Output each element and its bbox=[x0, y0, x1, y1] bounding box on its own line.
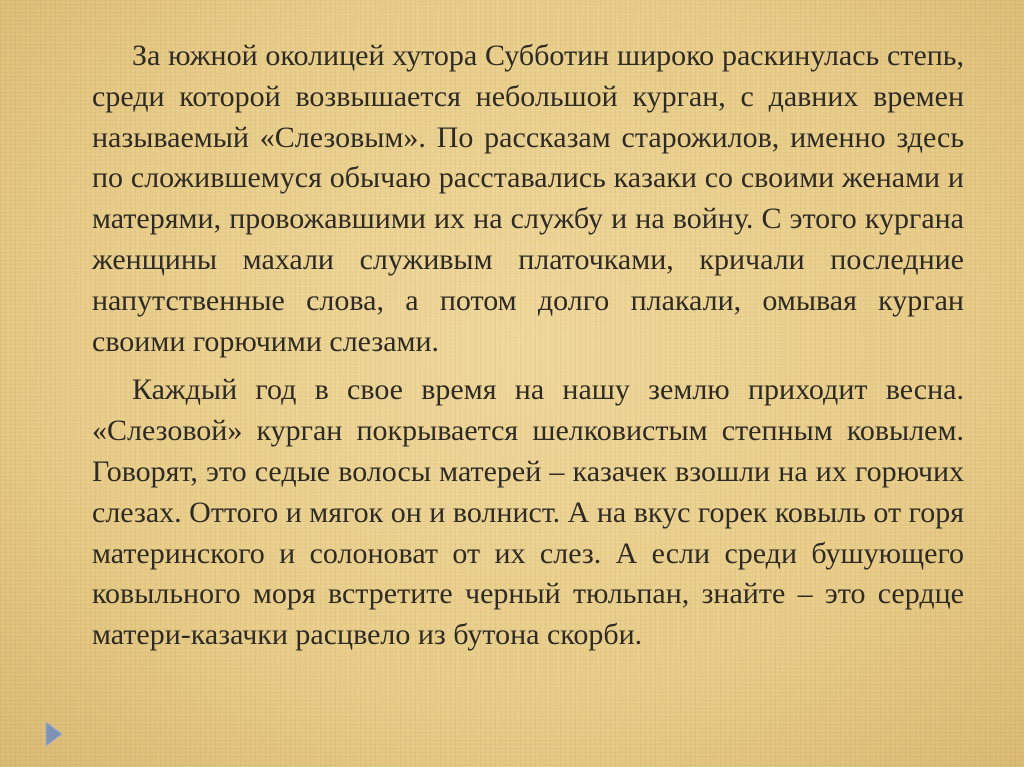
slide-text bbox=[92, 36, 964, 656]
paragraph-2: Каждый год в свое время на нашу землю приходит весна. «Слезовой» курган покрывается шелковистым степным ковылем. Говорят, это седые волосы матерей – казачек взошли на их горючих слезах. Оттого и мягок он и волнист. А на вкус горек ковыль от горя материнского и солоноват от их слез. А если среди бушующего ковыльного моря встретите черный тюльпан, знайте – это сердце матери-казачки расцвело из бутона скорби. bbox=[92, 373, 964, 652]
next-slide-arrow-icon[interactable] bbox=[44, 720, 64, 748]
paragraph-1: За южной околицей хутора Субботин широко раскинулась степь, среди которой возвышается небольшой курган, с давних времен называемый «Слезовым». По рассказам старожилов, именно здесь по сложившемуся обычаю расставались казаки со своими женами и матерями, провожавшими их на службу и на войну. С этого кургана женщины махали служивым платочками, кричали последние напутственные слова, а потом долго плакали, омывая курган своими горючими слезами. bbox=[92, 39, 964, 358]
